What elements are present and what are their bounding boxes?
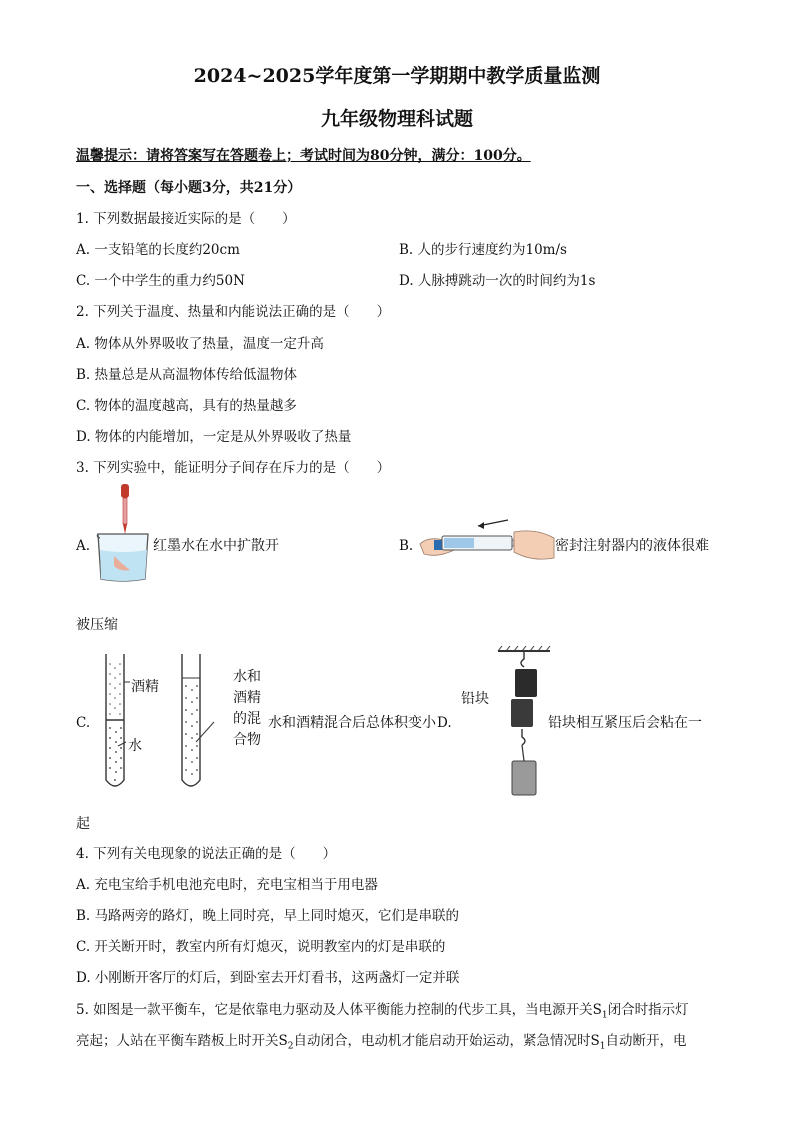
lead-block-label: 铅块 bbox=[461, 691, 489, 707]
question-2-option-a: A. 物体从外界吸收了热量，温度一定升高 bbox=[76, 336, 324, 352]
question-3-option-c-letter: C. bbox=[76, 715, 91, 731]
question-1-option-d: D. 人脉搏跳动一次的时间约为1s bbox=[399, 273, 596, 289]
question-4-option-d: D. 小刚断开客厅的灯后，到卧室去开灯看书，这两盏灯一定并联 bbox=[76, 970, 460, 986]
tube-label-mixture-3: 的混 bbox=[233, 711, 261, 727]
question-3-stem: 3. 下列实验中，能证明分子间存在斥力的是（ ） bbox=[76, 460, 391, 476]
question-3-option-d-text: 铅块相互紧压后会粘在一 bbox=[548, 715, 702, 731]
question-1-option-b: B. 人的步行速度约为10m/s bbox=[399, 242, 567, 258]
question-1-stem: 1. 下列数据最接近实际的是（ ） bbox=[76, 211, 296, 227]
question-2-option-d: D. 物体的内能增加，一定是从外界吸收了热量 bbox=[76, 429, 352, 445]
lead-blocks-image bbox=[496, 645, 556, 799]
question-4-option-a: A. 充电宝给手机电池充电时，充电宝相当于用电器 bbox=[76, 877, 378, 893]
question-4-stem: 4. 下列有关电现象的说法正确的是（ ） bbox=[76, 846, 337, 862]
question-3-option-c-text: 水和酒精混合后总体积变小 bbox=[268, 715, 436, 731]
tube-label-mixture-2: 酒精 bbox=[233, 690, 261, 706]
exam-tip: 温馨提示：请将答案写在答题卷上；考试时间为80分钟，满分：100分。 bbox=[76, 148, 531, 164]
question-3-option-b-continuation: 被压缩 bbox=[76, 617, 118, 633]
section-heading: 一、选择题（每小题3分，共21分） bbox=[76, 180, 302, 196]
tube-label-mixture-4: 合物 bbox=[233, 732, 261, 748]
question-3-option-b-letter: B. bbox=[399, 538, 414, 554]
question-5-line-2: 亮起；人站在平衡车踏板上时开关$S_2$自动闭合，电动机才能启动开始运动，紧急情况时$S_1$自动断开，电 bbox=[76, 1033, 687, 1052]
beaker-dropper-image bbox=[92, 484, 154, 582]
question-3-option-a-text: 红墨水在水中扩散开 bbox=[153, 538, 279, 554]
question-4-option-c: C. 开关断开时，教室内所有灯熄灭，说明教室内的灯是串联的 bbox=[76, 939, 446, 955]
question-3-option-a-letter: A. bbox=[76, 538, 91, 554]
question-3-option-d-continuation: 起 bbox=[76, 816, 90, 832]
page-title: 2024~2025学年度第一学期期中教学质量监测 bbox=[193, 65, 601, 87]
question-5-line-1: 5. 如图是一款平衡车，它是依靠电力驱动及人体平衡能力控制的代步工具，当电源开关$S_1$闭合时指示灯 bbox=[76, 1002, 689, 1021]
question-2-option-c: C. 物体的温度越高，具有的热量越多 bbox=[76, 398, 297, 414]
question-3-option-d-letter: D. bbox=[437, 715, 452, 731]
question-2-option-b: B. 热量总是从高温物体传给低温物体 bbox=[76, 367, 298, 383]
question-3-option-b-text: 密封注射器内的液体很难 bbox=[555, 538, 709, 554]
tube-label-water: 水 bbox=[128, 738, 142, 754]
test-tubes-image bbox=[96, 652, 224, 794]
question-1-option-c: C. 一个中学生的重力约50N bbox=[76, 273, 245, 289]
question-4-option-b: B. 马路两旁的路灯，晚上同时亮，早上同时熄灭，它们是串联的 bbox=[76, 908, 460, 924]
syringe-hands-image bbox=[418, 514, 556, 566]
page-subtitle: 九年级物理科试题 bbox=[320, 108, 473, 130]
question-2-stem: 2. 下列关于温度、热量和内能说法正确的是（ ） bbox=[76, 304, 391, 320]
question-1-option-a: A. 一支铅笔的长度约20cm bbox=[76, 242, 240, 258]
tube-label-alcohol: 酒精 bbox=[131, 679, 159, 695]
tube-label-mixture-1: 水和 bbox=[233, 669, 261, 685]
